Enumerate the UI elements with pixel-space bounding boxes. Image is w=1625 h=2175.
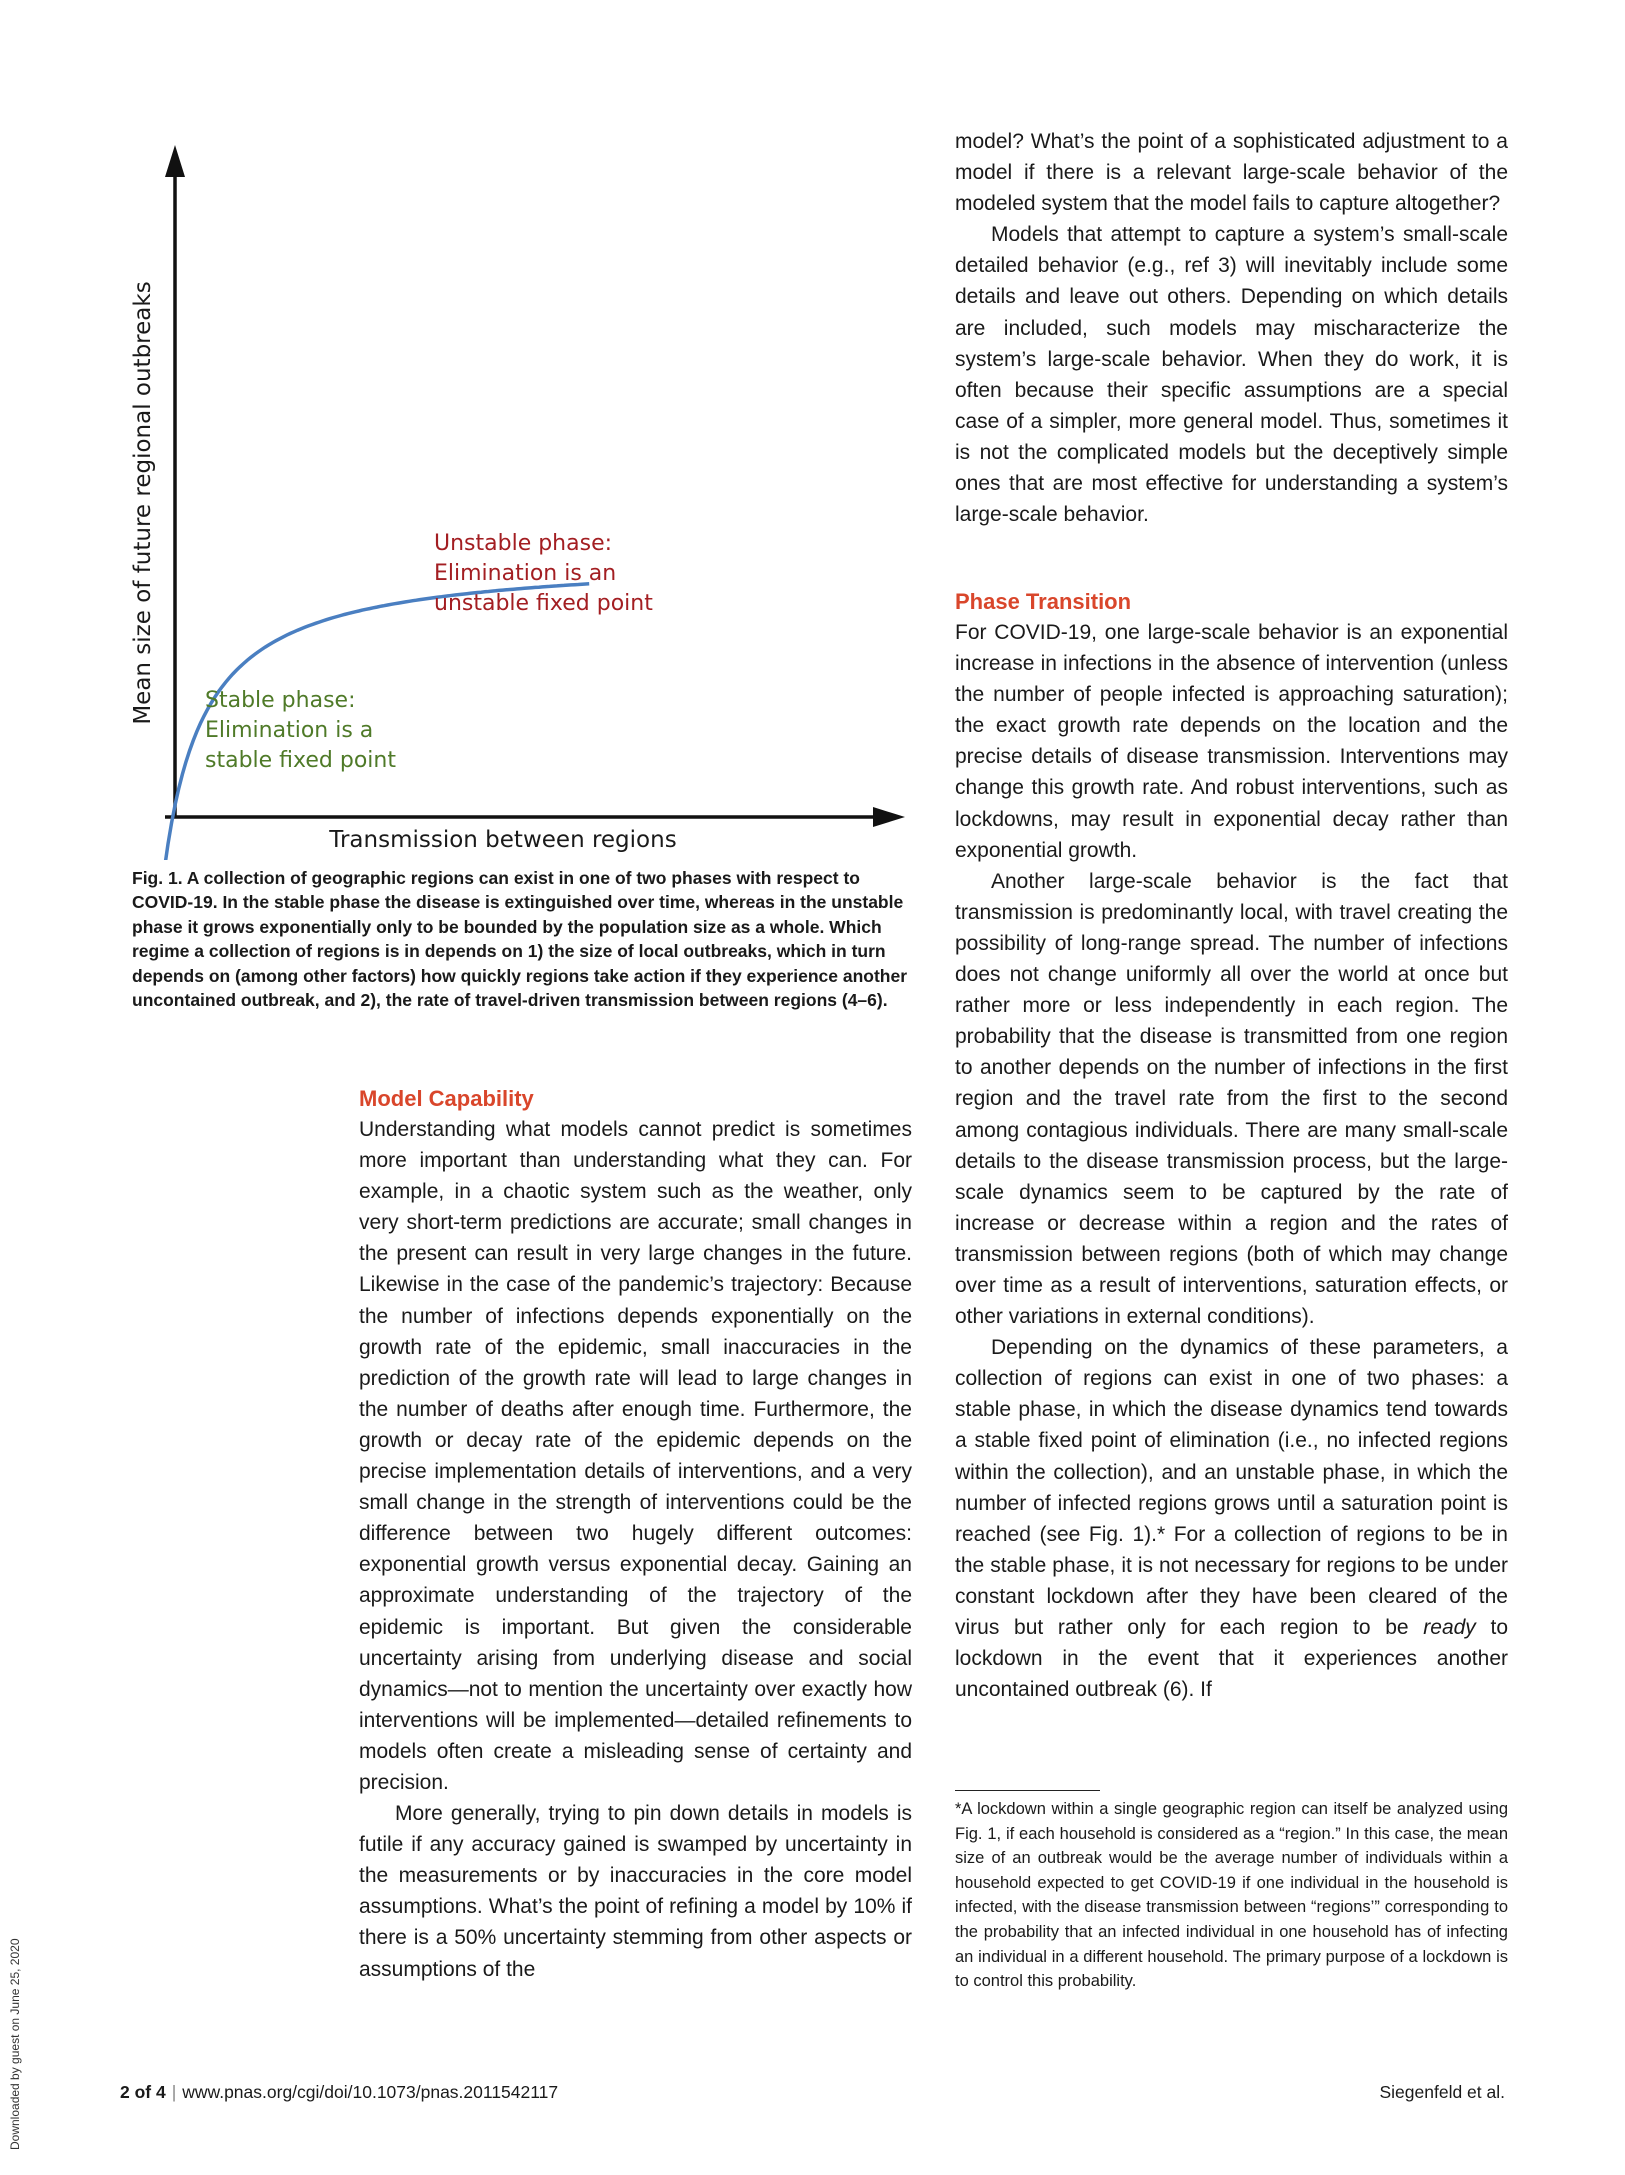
model-capability-heading: Model Capability [359, 1086, 534, 1111]
unstable-label-line-2: Elimination is an [434, 561, 617, 586]
continuation-paragraph-2: Models that attempt to capture a system’s small-scale detailed behavior (e.g., ref 3) will inevitably include some details and leave out others. Depending on which details are included, such models may mischaracterize the system’s large-scale behavior. When they do work, it is often because their specific assumptions are a special case of a simpler, more general model. Thus, sometimes it is not the complicated models but the deceptively simple ones that are most effective for understanding a system’s large-scale behavior. [955, 223, 1508, 527]
x-axis-label: Transmission between regions [329, 827, 677, 853]
y-axis-label: Mean size of future regional outbreaks [130, 281, 156, 725]
doi-link[interactable]: www.pnas.org/cgi/doi/10.1073/pnas.2011542117 [182, 2082, 559, 2102]
unstable-label-line-3: unstable fixed point [434, 591, 653, 616]
phase-transition-heading: Phase Transition [955, 589, 1132, 614]
phase-transition-paragraph-3 [955, 1332, 1508, 1705]
model-capability-section [359, 1083, 912, 1985]
figure-1-plot [120, 125, 920, 860]
page-footer-left [120, 2082, 558, 2103]
paragraph-3-emphasis: ready [1423, 1616, 1476, 1639]
figure-caption: Fig. 1. A collection of geographic regions can exist in one of two phases with respect to COVID-19. In the stable phase the disease is extinguished over time, whereas in the unstable phase it grows exponentially only to be bounded by the population size as a whole. Which regime a collection of regions is in depends on 1) the size of local outbreaks, which in turn depends on (among other factors) how quickly regions take action if they experience another uncontained outbreak, and 2), the rate of travel-driven transmission between regions (4–6). [132, 868, 908, 1011]
phase-transition-paragraph-2: Another large-scale behavior is the fact that transmission is predominantly local, with travel creating the possibility of long-range spread. The number of infections does not change uniformly all over the world at once but rather more or less independently in each region. The probability that the disease is transmitted from one region to another depends on the number of infections in the first region and the travel rate from the first to the second among contagious individuals. There are many small-scale details to the disease transmission process, but the large-scale dynamics seem to be captured by the rate of increase or decrease within a region and the rates of transmission between regions (both of which may change over time as a result of interventions, saturation effects, or other variations in external conditions). [955, 869, 1508, 1329]
stable-label-line-2: Elimination is a [205, 718, 374, 743]
paragraph-3-part-b: to lockdown in the event that it experiences another uncontained outbreak (6). If [955, 1616, 1508, 1702]
page-footer-authors: Siegenfeld et al. [1379, 2082, 1505, 2102]
y-axis-arrowhead [165, 145, 185, 177]
footnote: *A lockdown within a single geographic region can itself be analyzed using Fig. 1, if each household is considered as a “region.” In this case, the mean size of an outbreak would be the average number of individuals within a household expected to get COVID-19 if one individual in the household is infected, with the disease transmission between “regions’” corresponding to the probability that an infected individual in one household has of infecting an individual in a different household. The primary purpose of a lockdown is to control this probability. [955, 1800, 1508, 1991]
footer-separator: | [171, 2082, 177, 2102]
phase-transition-paragraph-1: For COVID-19, one large-scale behavior is an exponential increase in infections in the absence of intervention (unless the number of people infected is approaching saturation); the exact growth rate depends on the location and the precise details of disease transmission. Interventions may change this growth rate. And robust interventions, such as lockdowns, may result in exponential decay rather than exponential growth. [955, 621, 1508, 862]
footnote-divider [955, 1790, 1100, 1791]
model-capability-paragraph-1: Understanding what models cannot predict is sometimes more important than understanding what they can. For example, in a chaotic system such as the weather, only very short-term predictions are accurate; small changes in the present can result in very large changes in the future. Likewise in the case of the pandemic’s trajectory: Because the number of infections depends exponentially on the growth rate of the epidemic, small inaccuracies in the prediction of the growth rate will lead to large changes in the number of deaths after enough time. Furthermore, the growth or decay rate of the epidemic depends on the precise implementation details of interventions, and a very small change in the strength of interventions could be the difference between two hugely different outcomes: exponential growth versus exponential decay. Gaining an approximate understanding of the trajectory of the epidemic is important. But given the considerable uncertainty arising from underlying disease and social dynamics—not to mention the uncertainty over exactly how interventions will be implemented—detailed refinements to models often create a misleading sense of certainty and precision. [359, 1118, 912, 1794]
download-note: Downloaded by guest on June 25, 2020 [8, 1938, 22, 2150]
paragraph-3-part-a: Depending on the dynamics of these parameters, a collection of regions can exist in one of two phases: a stable phase, in which the disease dynamics tend towards a stable fixed point of elimination (i.e., no infected regions within the collection), and an unstable phase, in which the number of infected regions grows until a saturation point is reached (see Fig. 1).* For a collection of regions to be in the stable phase, it is not necessary for regions to be under constant lockdown after they have been cleared of the virus but rather only for each region to be [955, 1336, 1508, 1639]
stable-label-line-3: stable fixed point [205, 748, 396, 773]
model-capability-paragraph-2: More generally, trying to pin down details in models is futile if any accuracy gained is swamped by uncertainty in the measurements or by inaccuracies in the core model assumptions. What’s the point of refining a model by 10% if there is a 50% uncertainty stemming from other aspects or assumptions of the [359, 1802, 912, 1981]
unstable-label-line-1: Unstable phase: [434, 531, 613, 556]
stable-phase-label [205, 688, 396, 773]
phase-transition-section [955, 586, 1508, 1705]
right-column-continuation [955, 126, 1508, 530]
page-number: 2 of 4 [120, 2082, 166, 2102]
x-axis-arrowhead [873, 807, 905, 827]
unstable-phase-label [434, 531, 653, 616]
continuation-paragraph-1: model? What’s the point of a sophisticated adjustment to a model if there is a relevant large-scale behavior of the modeled system that the model fails to capture altogether? [955, 130, 1508, 216]
stable-label-line-1: Stable phase: [205, 688, 356, 713]
